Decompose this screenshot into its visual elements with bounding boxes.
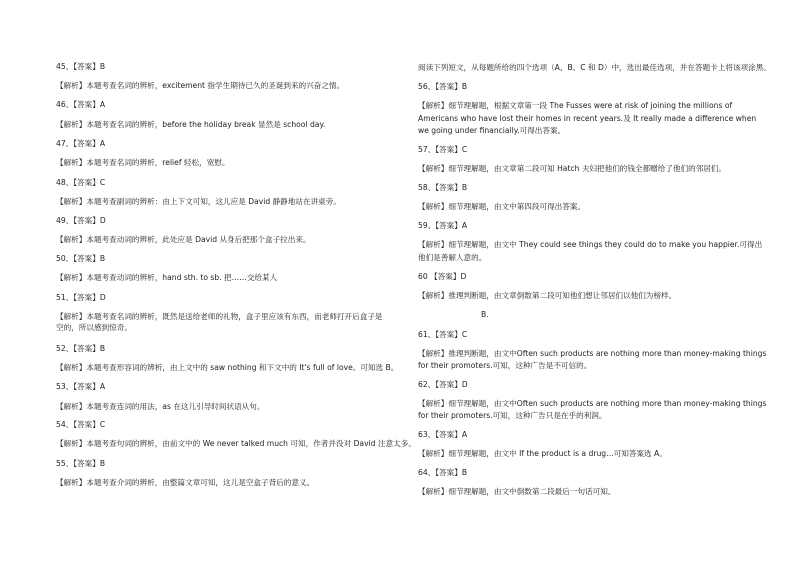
explanation-47: 【解析】本题考查名词的辨析，relief 轻松，宽慰。 bbox=[56, 158, 230, 167]
explanation-48: 【解析】本题考查副词的辨析：由上下文可知，这儿应是 David 静静地站在讲桌旁。 bbox=[56, 197, 341, 206]
answer-46: 46、【答案】A bbox=[56, 100, 106, 109]
explanation-59-line-1: 【解析】细节理解题，由文中 They could see things they could do to make you happier.可得出 bbox=[418, 240, 763, 249]
explanation-59-line-2: 他们是善解人意的。 bbox=[418, 253, 487, 262]
answer-50: 50、【答案】B bbox=[56, 254, 106, 263]
explanation-54: 【解析】本题考查句词的辨析，由前文中的 We never talked much 可知，作者并没对 David 注意太多。 bbox=[56, 439, 416, 448]
explanation-56-line-3: we going under financially.可得出答案。 bbox=[418, 126, 566, 135]
answer-61: 61、【答案】C bbox=[418, 330, 468, 339]
explanation-56-line-1: 【解析】细节理解题，根据文章第一段 The Fusses were at risk of joining the millions of bbox=[418, 101, 733, 110]
answer-58: 58、【答案】B bbox=[418, 183, 468, 192]
explanation-64: 【解析】细节理解题，由文中倒数第二段最后一句话可知。 bbox=[418, 487, 616, 496]
section-label-b: B. bbox=[481, 310, 489, 319]
explanation-45: 【解析】本题考查名词的辨析，excitement 指学生期待已久的圣诞到来的兴奋之情。 bbox=[56, 81, 345, 90]
answer-59: 59、【答案】A bbox=[418, 221, 468, 230]
explanation-46: 【解析】本题考查名词的辨析，before the holiday break 显然是 school day. bbox=[56, 120, 326, 129]
answer-49: 49、【答案】D bbox=[56, 216, 106, 225]
answer-52: 52、【答案】B bbox=[56, 344, 106, 353]
answer-48: 48、【答案】C bbox=[56, 178, 106, 187]
answer-55: 55、【答案】B bbox=[56, 459, 106, 468]
explanation-58: 【解析】细节理解题，由文中第四段可得出答案。 bbox=[418, 202, 586, 211]
answer-53: 53、【答案】A bbox=[56, 382, 106, 391]
answer-63: 63、【答案】A bbox=[418, 430, 468, 439]
explanation-62-line-1: 【解析】细节理解题，由文中Often such products are nothing more than money-making things bbox=[418, 399, 767, 408]
explanation-56-line-2: Americans who have lost their homes in recent years.及 It really made a difference when bbox=[418, 114, 757, 123]
answer-54: 54、【答案】C bbox=[56, 420, 106, 429]
answer-62: 62、【答案】D bbox=[418, 380, 468, 389]
explanation-51: 【解析】本题考查名词的辨析，既然是送给老师的礼物，盒子里应该有东西，而老师打开后盒子是空的，所以感到惊奇。 bbox=[56, 312, 383, 332]
explanation-62-line-2: for their promoters.可知，这种广告只是在乎的利润。 bbox=[418, 411, 607, 420]
answer-57: 57、【答案】C bbox=[418, 145, 468, 154]
explanation-63: 【解析】细节理解题，由文中 If the product is a drug…可知答案选 A。 bbox=[418, 449, 667, 458]
explanation-55: 【解析】本题考查介词的辨析，由整篇文章可知，这儿是空盒子背后的意义。 bbox=[56, 478, 315, 487]
answer-64: 64、【答案】B bbox=[418, 468, 468, 477]
explanation-49: 【解析】本题考查动词的辨析，此处应是 David 从身后把那个盒子拉出来。 bbox=[56, 235, 311, 244]
answer-47: 47、【答案】A bbox=[56, 139, 106, 148]
answer-56: 56、【答案】B bbox=[418, 82, 468, 91]
explanation-52: 【解析】本题考查形容词的辨析，由上文中的 saw nothing 和下文中的 It's full of love。可知选 B。 bbox=[56, 363, 399, 372]
explanation-61-line-1: 【解析】推理判断题，由文中Often such products are nothing more than money-making things bbox=[418, 349, 767, 358]
explanation-61-line-2: for their promoters.可知，这种广告是不可信的。 bbox=[418, 361, 592, 370]
answer-60: 60 【答案】D bbox=[418, 272, 467, 281]
answer-51: 51、【答案】D bbox=[56, 293, 106, 302]
section-instruction: 阅读下列短文，从每题所给的四个选项（A、B、C 和 D）中，选出最佳选项，并在答题卡上将该项涂黑。 bbox=[418, 63, 771, 72]
answer-45: 45、【答案】B bbox=[56, 62, 106, 71]
explanation-53: 【解析】本题考查连词的用法，as 在这儿引导时间状语从句。 bbox=[56, 402, 265, 411]
explanation-50: 【解析】本题考查动词的辨析，hand sth. to sb. 把……交给某人 bbox=[56, 273, 278, 282]
explanation-60: 【解析】推理判断题，由文章倒数第二段可知他们想让邻居们以他们为榜样。 bbox=[418, 291, 677, 300]
explanation-57: 【解析】细节理解题，由文章第二段可知 Hatch 夫妇把他们的钱全都赠给了他们的邻居们。 bbox=[418, 164, 727, 173]
